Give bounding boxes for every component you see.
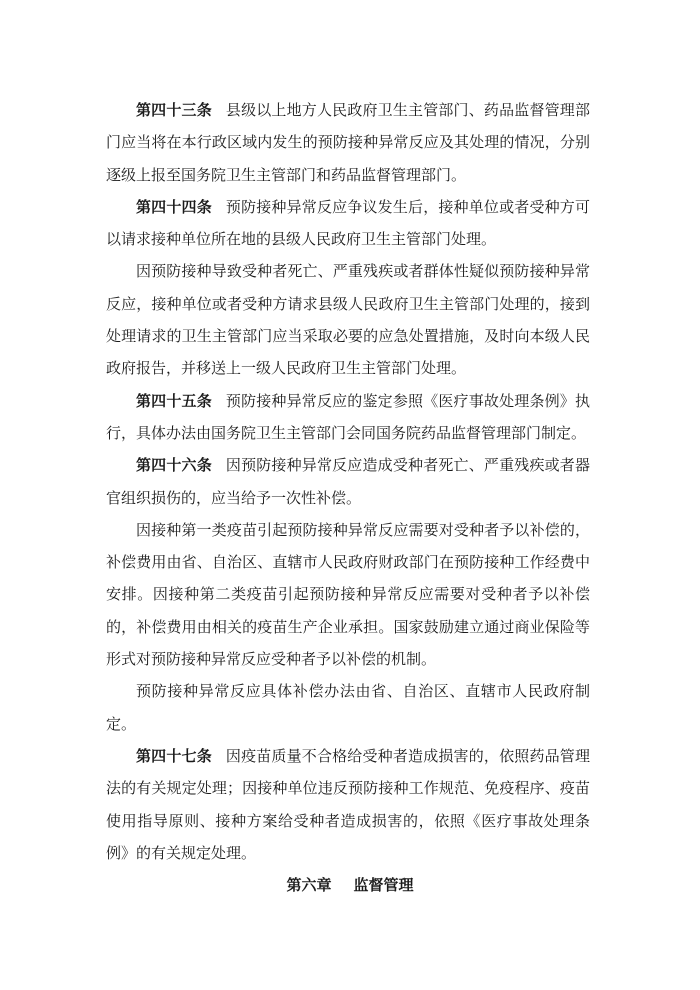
article-text: 预防接种异常反应争议发生后，接种单位或者受种方可以请求接种单位所在地的县级人民政府卫生主管部门处理。 — [106, 197, 590, 249]
article-number: 第四十五条 — [136, 391, 212, 410]
article-text: 预防接种异常反应的鉴定参照《医疗事故处理条例》执行，具体办法由国务院卫生主管部门会同国务院药品监督管理部门制定。 — [106, 391, 590, 442]
article-43 — [106, 94, 590, 191]
chapter-title: 监督管理 — [353, 876, 414, 895]
chapter-number: 第六章 — [286, 876, 332, 895]
article-number: 第四十七条 — [136, 746, 212, 765]
article-47 — [106, 740, 590, 869]
article-number: 第四十三条 — [136, 101, 212, 119]
article-text: 县级以上地方人民政府卫生主管部门、药品监督管理部门应当将在本行政区域内发生的预防接种异常反应及其处理的情况，分别逐级上报至国务院卫生主管部门和药品监督管理部门。 — [106, 101, 590, 184]
article-number: 第四十四条 — [136, 197, 212, 216]
article-44 — [106, 191, 590, 256]
chapter-heading — [106, 869, 590, 901]
article-46-paragraph-2: 因接种第一类疫苗引起预防接种异常反应需要对受种者予以补偿的，补偿费用由省、自治区、直辖市人民政府财政部门在预防接种工作经费中安排。因接种第二类疫苗引起预防接种异常反应需要对受种者予以补偿的，补偿费用由相关的疫苗生产企业承担。国家鼓励建立通过商业保险等形式对预防接种异常反应受种者予以补偿的机制。 — [106, 520, 590, 669]
article-44-paragraph-2: 因预防接种导致受种者死亡、严重残疾或者群体性疑似预防接种异常反应，接种单位或者受种方请求县级人民政府卫生主管部门处理的，接到处理请求的卫生主管部门应当采取必要的应急处置措施，及时向本级人民政府报告，并移送上一级人民政府卫生主管部门处理。 — [106, 262, 590, 378]
article-text: 因预防接种异常反应造成受种者死亡、严重残疾或者器官组织损伤的，应当给予一次性补偿。 — [106, 456, 590, 507]
article-46-paragraph-3: 预防接种异常反应具体补偿办法由省、自治区、直辖市人民政府制定。 — [106, 682, 590, 733]
article-45 — [106, 385, 590, 450]
article-number: 第四十六条 — [136, 456, 212, 475]
article-46 — [106, 449, 590, 514]
article-text: 因疫苗质量不合格给受种者造成损害的，依照药品管理法的有关规定处理；因接种单位违反预防接种工作规范、免疫程序、疫苗使用指导原则、接种方案给受种者造成损害的，依照《医疗事故处理条例》的有关规定处理。 — [106, 746, 590, 862]
